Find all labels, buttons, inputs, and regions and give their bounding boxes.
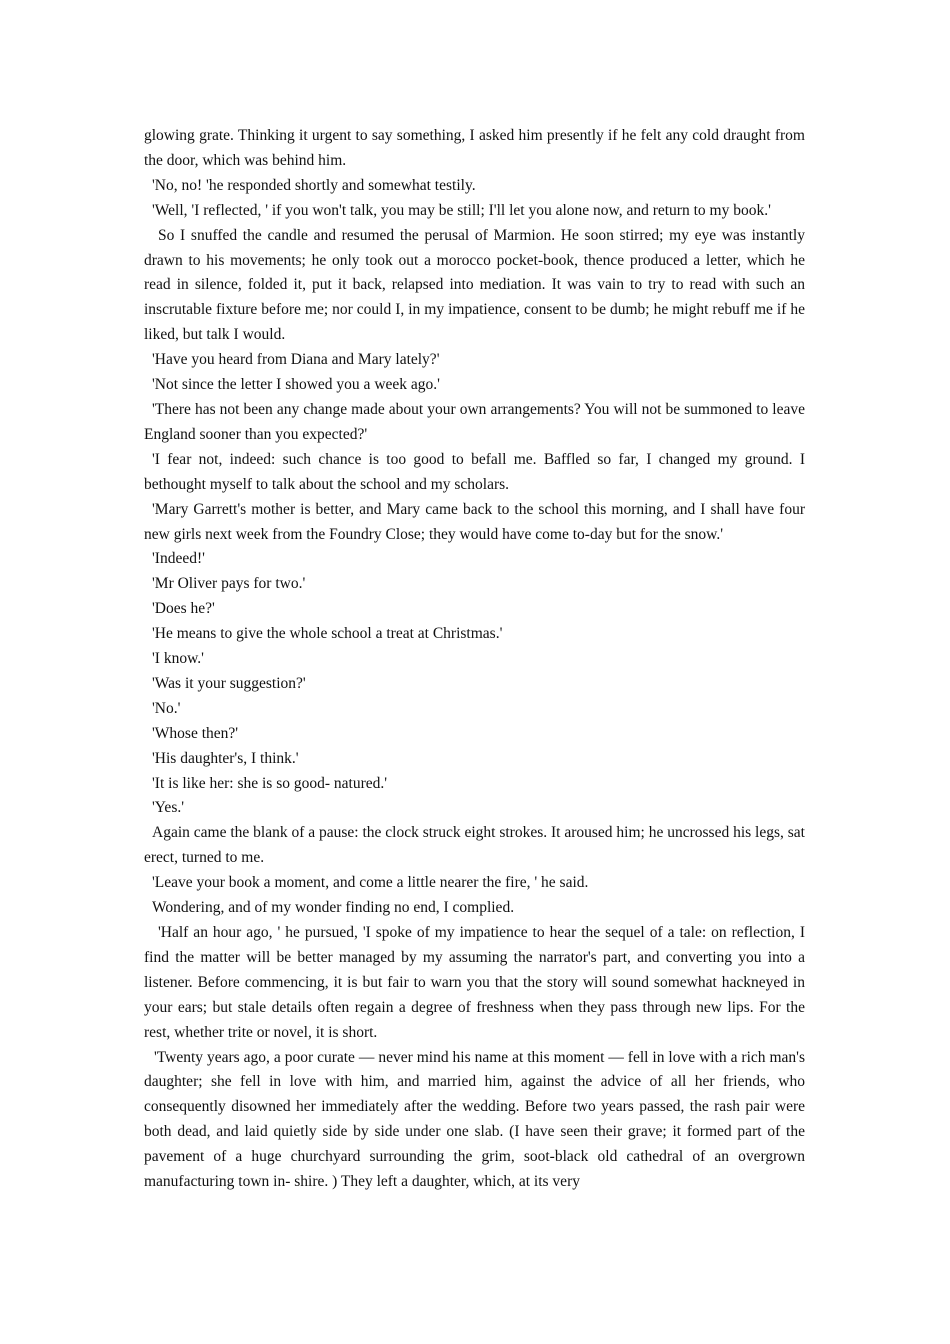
paragraph: 'No, no! 'he responded shortly and somewhat testily.	[152, 176, 476, 194]
paragraph: Wondering, and of my wonder finding no end, I complied.	[152, 899, 515, 917]
paragraph: So I snuffed the candle and resumed the perusal of Marmion. He soon stirred; my eye was instantly drawn to his movements; he only took out a morocco pocket-book, thence produced a letter, which he read in silence, folded it, put it back, relapsed into mediation. It was vain to try to read with such an inscrutable fixture before me; nor could I, in my impatience, consent to be dumb; he might rebuff me if he liked, but talk I would.	[144, 226, 805, 344]
paragraph: 'There has not been any change made about your own arrangements? You will not be summoned to leave England sooner than you expected?'	[144, 400, 805, 443]
paragraph: 'Indeed!'	[152, 550, 205, 568]
paragraph: 'Whose then?'	[152, 724, 239, 742]
paragraph: 'Yes.'	[152, 799, 185, 817]
paragraph: 'Mr Oliver pays for two.'	[152, 575, 306, 593]
paragraph: 'His daughter's, I think.'	[152, 749, 299, 767]
document-page	[144, 124, 805, 1195]
paragraph: 'I fear not, indeed: such chance is too good to befall me. Baffled so far, I changed my ground. I bethought myself to talk about the school and my scholars.	[144, 450, 805, 493]
paragraph: 'It is like her: she is so good- natured.'	[152, 774, 388, 792]
paragraph: 'Twenty years ago, a poor curate — never mind his name at this moment — fell in love with a rich man's daughter; she fell in love with him, and married him, against the advice of all her friends, who consequently disowned her immediately after the wedding. Before two years passed, the rash pair were both dead, and laid quietly side by side under one slab. (I have seen their grave; it formed part of the pavement of a huge churchyard surrounding the grim, soot-black old cathedral of an overgrown manufacturing town in- shire. ) They left a daughter, which, at its very	[144, 1048, 805, 1191]
paragraph: 'Leave your book a moment, and come a little nearer the fire, ' he said.	[152, 874, 589, 892]
paragraph: 'No.'	[152, 699, 181, 717]
paragraph: 'I know.'	[152, 650, 204, 668]
paragraph: 'Not since the letter I showed you a week ago.'	[152, 376, 440, 394]
paragraph: 'Well, 'I reflected, ' if you won't talk, you may be still; I'll let you alone now, and return to my book.'	[152, 201, 771, 219]
paragraph: Again came the blank of a pause: the clock struck eight strokes. It aroused him; he uncrossed his legs, sat erect, turned to me.	[144, 824, 805, 867]
paragraph: 'Have you heard from Diana and Mary lately?'	[152, 351, 440, 369]
paragraph: glowing grate. Thinking it urgent to say something, I asked him presently if he felt any cold draught from the door, which was behind him.	[144, 127, 805, 169]
paragraph: 'He means to give the whole school a treat at Christmas.'	[152, 625, 503, 643]
paragraph: 'Mary Garrett's mother is better, and Mary came back to the school this morning, and I shall have four new girls next week from the Foundry Close; they would have come to-day but for the snow.'	[144, 500, 805, 543]
paragraph: 'Half an hour ago, ' he pursued, 'I spoke of my impatience to hear the sequel of a tale: on reflection, I find the matter will be better managed by my assuming the narrator's part, and converting you into a listener. Before commencing, it is but fair to warn you that the story will sound somewhat hackneyed in your ears; but stale details often regain a degree of freshness when they pass through new lips. For the rest, whether trite or novel, it is short.	[144, 924, 805, 1041]
paragraph: 'Was it your suggestion?'	[152, 674, 306, 692]
paragraph: 'Does he?'	[152, 600, 215, 618]
